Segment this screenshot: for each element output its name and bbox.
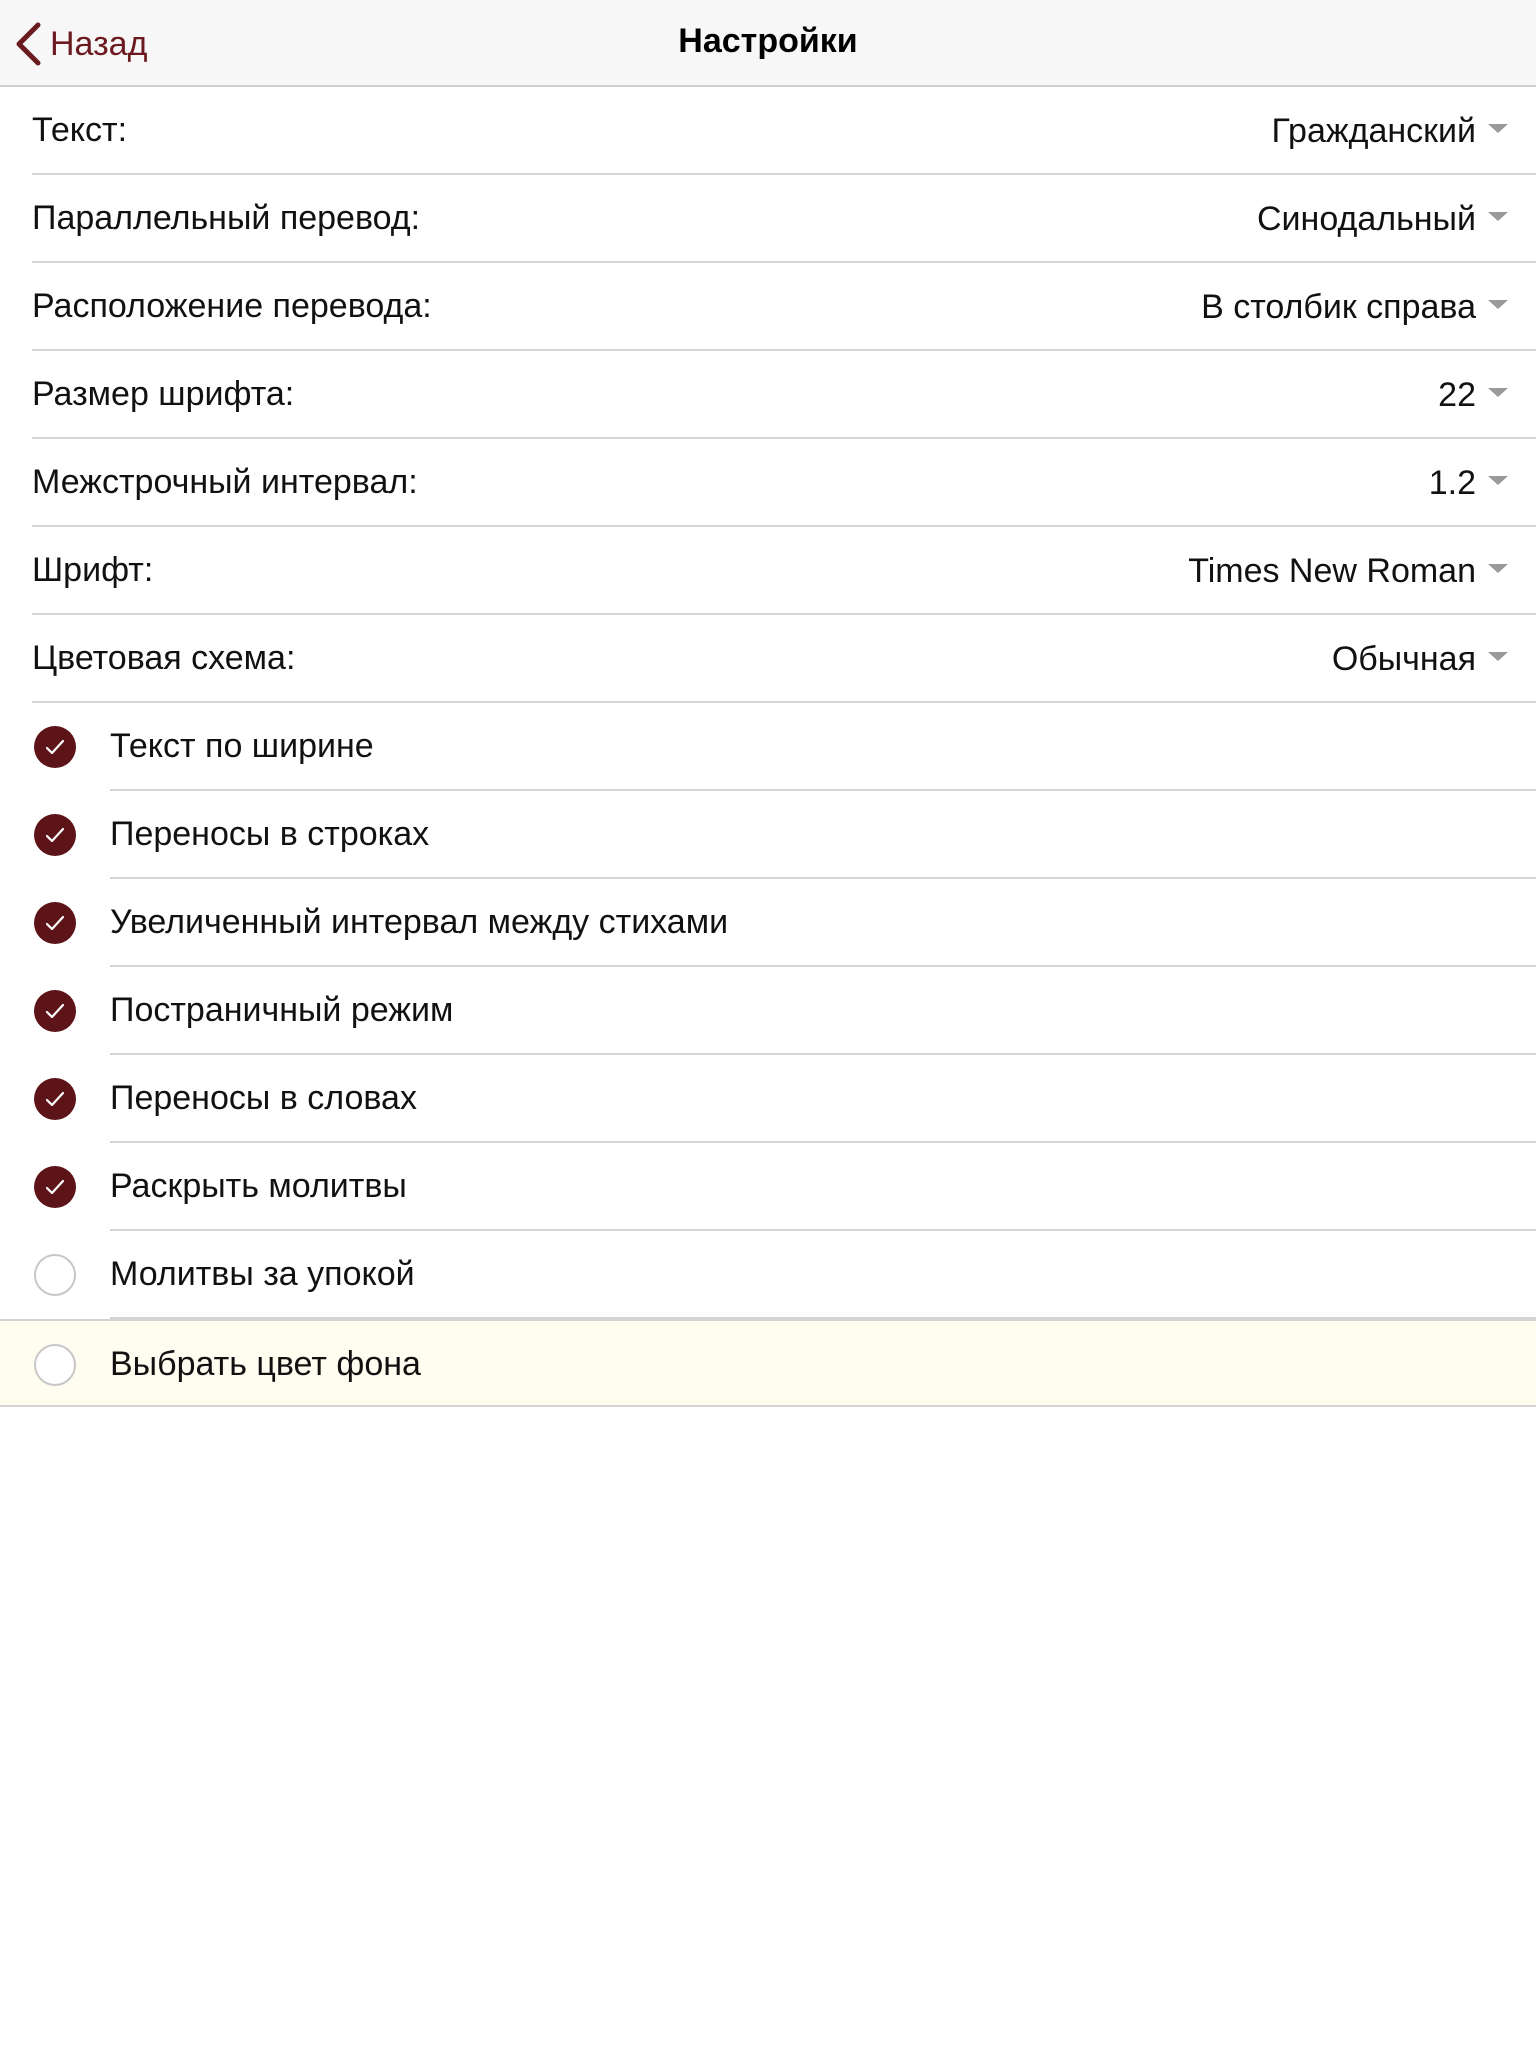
checkmark-icon: [45, 738, 65, 756]
setting-text-select[interactable]: [0, 87, 1536, 175]
setting-parallel-translation-select[interactable]: [0, 175, 1536, 263]
checkbox-unchecked[interactable]: [34, 1254, 76, 1296]
caret-down-icon: [1488, 388, 1508, 397]
caret-down-icon: [1488, 476, 1508, 485]
checkbox-row-expand-prayers[interactable]: [0, 1143, 1536, 1231]
caret-down-icon: [1488, 124, 1508, 133]
checkbox-unchecked[interactable]: [34, 1344, 76, 1386]
setting-value: Times New Roman: [1188, 551, 1476, 590]
checkbox-label: Постраничный режим: [110, 991, 454, 1029]
checkbox-label: Выбрать цвет фона: [110, 1345, 421, 1383]
checkbox-row-line-hyphenation[interactable]: [0, 791, 1536, 879]
checkbox-label: Переносы в строках: [110, 815, 430, 853]
checkbox-row-word-hyphenation[interactable]: [0, 1055, 1536, 1143]
checkbox-row-justify-text[interactable]: [0, 703, 1536, 791]
checkbox-row-prayers-for-departed[interactable]: [0, 1231, 1536, 1319]
checkbox-row-page-mode[interactable]: [0, 967, 1536, 1055]
checkbox-checked[interactable]: [34, 902, 76, 944]
setting-translation-position-select[interactable]: [0, 263, 1536, 351]
checkbox-label: Переносы в словах: [110, 1079, 417, 1117]
caret-down-icon: [1488, 300, 1508, 309]
setting-label: Шрифт:: [32, 551, 154, 589]
settings-list: [0, 87, 1536, 1407]
navigation-bar: [0, 0, 1536, 87]
checkmark-icon: [45, 826, 65, 844]
setting-label: Параллельный перевод:: [32, 199, 421, 237]
checkbox-checked[interactable]: [34, 1166, 76, 1208]
checkbox-checked[interactable]: [34, 1078, 76, 1120]
setting-label: Текст:: [32, 111, 128, 149]
checkbox-checked[interactable]: [34, 990, 76, 1032]
checkbox-row-background-color[interactable]: [0, 1319, 1536, 1407]
setting-value: 1.2: [1428, 463, 1476, 502]
setting-label: Расположение перевода:: [32, 287, 432, 325]
setting-value: Гражданский: [1271, 111, 1476, 150]
checkbox-label: Текст по ширине: [110, 727, 374, 765]
setting-font-select[interactable]: [0, 527, 1536, 615]
caret-down-icon: [1488, 212, 1508, 221]
setting-color-scheme-select[interactable]: [0, 615, 1536, 703]
setting-label: Размер шрифта:: [32, 375, 295, 413]
checkbox-label: Молитвы за упокой: [110, 1255, 415, 1293]
page-title: Настройки: [678, 22, 858, 60]
back-label: Назад: [50, 24, 148, 63]
setting-value: 22: [1438, 375, 1476, 414]
setting-font-size-select[interactable]: [0, 351, 1536, 439]
caret-down-icon: [1488, 564, 1508, 573]
checkmark-icon: [45, 914, 65, 932]
checkmark-icon: [45, 1178, 65, 1196]
setting-value: Синодальный: [1257, 199, 1476, 238]
setting-label: Цветовая схема:: [32, 639, 296, 677]
checkmark-icon: [45, 1002, 65, 1020]
caret-down-icon: [1488, 652, 1508, 661]
checkbox-label: Раскрыть молитвы: [110, 1167, 407, 1205]
checkbox-row-verse-spacing[interactable]: [0, 879, 1536, 967]
checkmark-icon: [45, 1090, 65, 1108]
setting-line-spacing-select[interactable]: [0, 439, 1536, 527]
setting-value: Обычная: [1331, 639, 1476, 678]
checkbox-label: Увеличенный интервал между стихами: [110, 903, 729, 941]
setting-label: Межстрочный интервал:: [32, 463, 418, 501]
checkbox-checked[interactable]: [34, 726, 76, 768]
checkbox-checked[interactable]: [34, 814, 76, 856]
setting-value: В столбик справа: [1201, 287, 1476, 326]
